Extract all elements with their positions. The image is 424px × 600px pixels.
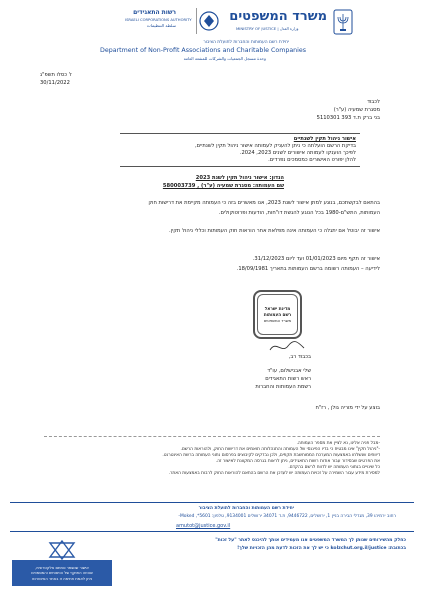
authority-english: ISRAELI CORPORATIONS AUTHORITY [125, 18, 192, 22]
produced-by: בוצע על ידי מוריה גולן , רז"ח [315, 405, 380, 411]
association-name: שם העמותה: מסגרת שמעיה (ע"ר) , 580003739 [162, 183, 284, 189]
state-emblem-icon [333, 9, 353, 35]
approval-line-4: להלן יפורט האישורים כמסמכים נפרדים. [268, 157, 356, 163]
unit-title-he: יחידת רשם העמותות והחברות לתועלת הציבור [203, 40, 289, 45]
footer-email-link[interactable]: amutot@justice.gov.il [176, 523, 231, 529]
note-1: -מבל פניה אלינו, נא לציין את מספר העמותה. [296, 441, 380, 446]
stamp-line-2: רשם העמותות [263, 311, 292, 317]
registration-text: לידיעה – העמותה רשומה ברשם העמותות בתאריך 18/09/1981. [236, 266, 380, 272]
footer-address: רחוב ירמיהו 39, מגדלי הבירה בניין 1, ירושלים, 9446722, ת.ד 34071 ירושלים 9134001, טלפון: 5601*, Moked- [178, 514, 396, 519]
approval-line-3: לפיכך הוענקו לעמותה אישורים לשנים 2023, 2024. [239, 150, 356, 156]
gov-line-2: שהוזה התוקף של הניסוחים והמסמכים [31, 570, 93, 576]
ministry-subtitle: MINISTRY OF JUSTICE | وزارة العدل [236, 26, 299, 31]
footer-unit: יחידת רשם העמותות והחברות לתועלת הציבור [198, 506, 294, 511]
note-6: למסירת מידע עבור השמירה על זכויות העמותה יש לעדכן את הרשם בהתאם להוראות החוק לרבות באמצעות האתר. [168, 471, 380, 476]
footer-info-1: כחלק מהשירותים שנותן לך המשרד המשפטים אנו מעמידים אותך להיכנס לאתר "על זכות" [215, 538, 406, 543]
note-2: -"ניהול תקין" אינו מבטיח כי בדיו הפיננסי של העמותה והתנהלותה תואמים את דרישות החוק, ולהוראות הרשם. [180, 447, 380, 452]
recipient-to: לכבוד [367, 99, 380, 105]
gov-line-3: ניתן לאמת חתימה זו באתר האינטרנט [31, 575, 93, 581]
stamp-line-1: מדינת ישראל [264, 305, 291, 311]
body-para-2: אישור זה יבוטל אם יתגלה כי העמותה אינה מפלאת אחר הוראות חוק העמותות וכללי ניהול תקין. [169, 228, 380, 234]
note-4: את הפרטים שבסידור עבור אודות רשות התאגידים, ניתן לראות בגרסה המקוונת לאישור זה. [215, 459, 380, 464]
corporations-logo-icon [196, 8, 221, 34]
authority-arabic: سلطة التنظيمات [146, 23, 176, 28]
official-stamp [253, 290, 302, 339]
authority-title: רשות התאגידים [133, 9, 176, 16]
unit-title-en: Department of Non-Profit Associations and Charitable Companies [100, 47, 307, 54]
approval-top-line [120, 133, 360, 134]
footer-top-line [10, 502, 414, 503]
approval-line-2: בדיקת הרשם הועלתה כי ניתן להעניק לעמותה אישור ניהול תקין לשנתיים, [194, 143, 356, 149]
stamp-line-3: משרד המשפטים [263, 317, 292, 323]
recipient-address: בני ברק ת.ד 393 5110301 [316, 115, 380, 121]
letter-date: 30/11/2022 [40, 80, 70, 86]
body-para-1a: בהתאם לבקשתכם, בנוגע למתן אישור לשנת 2023, אנו מאשרים בזה כי העמותה מקיימת את דרישות חוק [148, 200, 380, 206]
subject-line: הנדון: אישור ניהול תקין לשנת 2023 [195, 175, 284, 181]
unit-title-ar: وحدة مسجل الجمعيات والشركات للمنفعة العامة [183, 56, 266, 61]
approval-title: אישור ניהול תקין לשנתיים [293, 136, 356, 142]
electronic-signature-badge [12, 540, 112, 586]
hebrew-date: ז' כסלו תשפ"ג [40, 72, 72, 78]
note-5: כל שינויים בנתוני העמותה יש לדווח לרשם בהקדם. [288, 465, 380, 470]
gov-logo-icon [47, 540, 77, 560]
validity-text: אישור זה תקף מיום 01/01/2023 ועד ליום 31/12/2023. [252, 256, 380, 262]
gov-line-1: אישור שנשמר ונחתם אלקטרונית, [35, 565, 89, 571]
approval-bottom-line [120, 166, 360, 167]
footer-info-2: בכתובת: kolzchut.org.il/justice כי יש לך את הזכות לדעת מהן הזכויות שלך! [237, 546, 406, 551]
signature-respect: בכבוד רב, [288, 354, 311, 360]
body-para-1b: העמותות, התש"ם-1980 בכל הנוגע להגשת דו"חות, הודעות ופרוטוקולים. [218, 210, 380, 216]
note-3: דיווחים שנשלחו באמצעות המערכת הממוחשבת תקפים, ולכן נבדקים לקיבוצים בפרסום נתוני העמותה ברשת האינטרנט. [162, 453, 380, 458]
footer-mid-line [10, 531, 414, 532]
recipient-org: מסגרת שמעיה (ע"ר) [333, 107, 380, 113]
signatory-name: שלי אבנישלום, עו"ד [267, 368, 311, 374]
notes-separator [44, 436, 380, 437]
gov-banner [12, 560, 112, 586]
ministry-title: משרד המשפטים [229, 9, 327, 24]
signatory-title-2: רשמת העמותות והחברות [255, 384, 311, 390]
signatory-title-1: ראש רשות התאגידים [265, 376, 311, 382]
